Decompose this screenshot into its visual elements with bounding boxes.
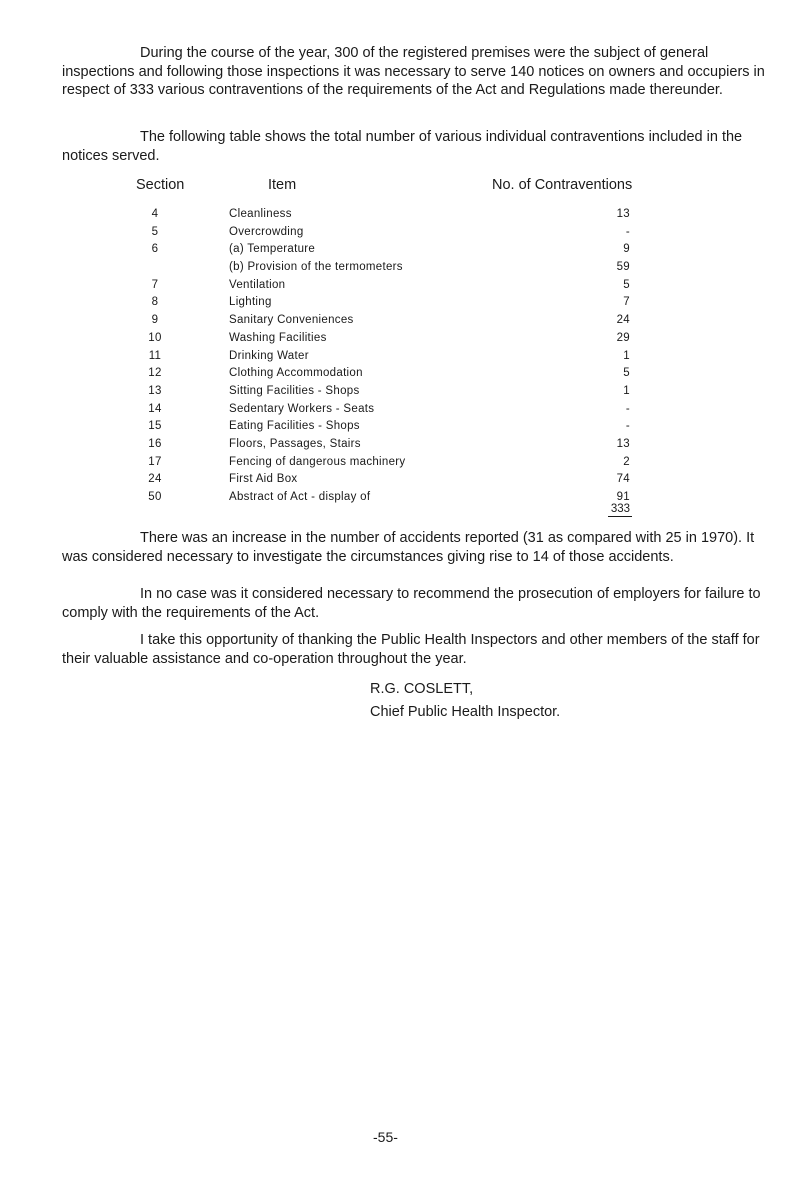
table-total: 333	[610, 503, 630, 515]
prosecution-paragraph: In no case was it considered necessary to recommend the prosecution of employers for failure to comply with the requirements of the Act.	[62, 586, 761, 621]
row-item: Sitting Facilities - Shops	[229, 384, 360, 397]
row-count: 7	[623, 296, 630, 309]
table-row	[0, 206, 801, 224]
row-count: 9	[623, 243, 630, 256]
row-section: 11	[148, 349, 162, 362]
table-row	[0, 401, 801, 419]
row-item: Clothing Accommodation	[229, 367, 363, 380]
table-row	[0, 277, 801, 295]
row-section: 5	[151, 225, 159, 238]
contraventions-table	[0, 206, 801, 507]
row-count: 74	[616, 473, 630, 486]
row-item: Eating Facilities - Shops	[229, 420, 360, 433]
row-item: First Aid Box	[229, 473, 298, 486]
row-count: 13	[616, 437, 630, 450]
row-item: Floors, Passages, Stairs	[229, 437, 361, 450]
table-row	[0, 454, 801, 472]
row-section: 10	[148, 331, 162, 344]
row-section: 7	[151, 278, 159, 291]
row-section: 4	[151, 208, 159, 220]
table-row	[0, 383, 801, 401]
table-row	[0, 330, 801, 348]
row-section: 6	[151, 243, 159, 256]
table-row	[0, 294, 801, 312]
row-item: (b) Provision of the termometers	[229, 261, 403, 274]
row-item: Lighting	[229, 296, 272, 309]
row-item: Drinking Water	[229, 349, 309, 362]
total-underline	[608, 516, 632, 517]
row-section: 12	[148, 367, 162, 380]
accidents-paragraph: There was an increase in the number of accidents reported (31 as compared with 25 in 1970). It was considered necessary to investigate the circumstances giving rise to 14 of those accidents.	[62, 530, 755, 565]
signature-name: R.G. COSLETT,	[370, 681, 474, 697]
row-count: -	[625, 402, 630, 415]
table-row	[0, 312, 801, 330]
row-count: 24	[616, 314, 630, 327]
table-header-section: Section	[136, 177, 185, 193]
row-count: 13	[616, 208, 630, 220]
table-row	[0, 241, 801, 259]
table-row	[0, 489, 801, 507]
row-count: 2	[623, 455, 630, 468]
row-count: 91	[616, 491, 630, 503]
table-row	[0, 224, 801, 242]
row-item: Washing Facilities	[229, 331, 327, 344]
row-section: 13	[148, 384, 162, 397]
row-count: 5	[623, 367, 630, 380]
table-row	[0, 348, 801, 366]
row-section: 16	[148, 437, 162, 450]
row-item: Overcrowding	[229, 225, 304, 238]
row-item: Abstract of Act - display of	[229, 491, 371, 503]
intro-paragraph-table-note: The following table shows the total number of various individual contraventions included in the notices served.	[62, 129, 743, 164]
row-item: Fencing of dangerous machinery	[229, 455, 406, 468]
intro-paragraph-inspections: During the course of the year, 300 of the registered premises were the subject of general inspections and following those inspections it was necessary to serve 140 notices on owners and occupiers in respect of 333 various contraventions of the requirements of the Act and Regulations made thereunder.	[62, 45, 765, 98]
row-count: 29	[616, 331, 630, 344]
row-item: (a) Temperature	[229, 243, 316, 256]
table-row	[0, 471, 801, 489]
row-section: 9	[151, 314, 159, 327]
table-header-count: No. of Contraventions	[492, 177, 633, 193]
page-number: -55-	[373, 1129, 398, 1145]
table-header-item: Item	[268, 177, 297, 193]
row-section: 50	[148, 491, 162, 503]
row-item: Cleanliness	[229, 208, 292, 220]
row-item: Sanitary Conveniences	[229, 314, 354, 327]
table-row	[0, 418, 801, 436]
row-count: -	[625, 420, 630, 433]
row-section: 15	[148, 420, 162, 433]
row-count: 1	[623, 384, 630, 397]
signature-title: Chief Public Health Inspector.	[370, 704, 561, 720]
row-count: -	[625, 225, 630, 238]
row-section: 24	[148, 473, 162, 486]
row-count: 5	[623, 278, 630, 291]
row-count: 1	[623, 349, 630, 362]
row-count: 59	[616, 261, 630, 274]
row-item: Sedentary Workers - Seats	[229, 402, 375, 415]
table-row	[0, 365, 801, 383]
row-section: 14	[148, 402, 162, 415]
row-section: 17	[148, 455, 162, 468]
thanks-paragraph: I take this opportunity of thanking the Public Health Inspectors and other members of the staff for their valuable assistance and co-operation throughout the year.	[62, 632, 760, 667]
table-row	[0, 259, 801, 277]
row-section: 8	[151, 296, 159, 309]
row-item: Ventilation	[229, 278, 286, 291]
table-row	[0, 436, 801, 454]
